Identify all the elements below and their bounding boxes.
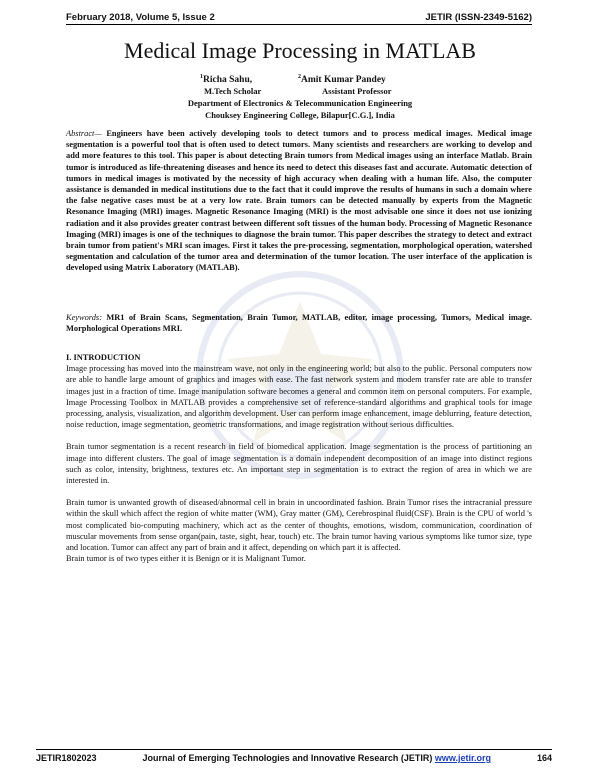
issue-info: February 2018, Volume 5, Issue 2 xyxy=(66,12,215,23)
keywords-label: Keywords: xyxy=(66,313,102,322)
running-header xyxy=(66,12,532,25)
college: Chouksey Engineering College, Bilapur[C.G.], India xyxy=(205,110,395,120)
author-1-name: $^1$Richa Sahu, xyxy=(200,74,253,86)
journal-name: Journal of Emerging Technologies and Innovative Research (JETIR) www.jetir.org xyxy=(142,753,492,763)
author-2-role: Assistant Professor xyxy=(322,86,392,96)
intro-paragraph-2: Brain tumor segmentation is a recent research in field of biomedical application. Image segmentation is the process of partitioning an image into different clusters. The goal of image segmentation is a domain independent decomposition of an image into distinct regions such as color, intensity, brightness, textures etc. An important step in segmentation is to extract the region of area in which we are interested in. xyxy=(66,442,532,486)
paper-id: JETIR1802023 xyxy=(36,753,97,763)
abstract-label: Abstract— xyxy=(66,129,102,138)
intro-paragraph-4: Brain tumor is of two types either it is Benign or it is Malignant Tumor. xyxy=(66,554,306,564)
page-number: 164 xyxy=(536,753,552,763)
keywords-text: MR1 of Brain Scans, Segmentation, Brain Tumor, MATLAB, editor, image processing, Tumors, Medical image. Morphological Operations MRI. xyxy=(66,313,532,334)
author-1-role: M.Tech Scholar xyxy=(204,86,262,96)
abstract xyxy=(66,128,532,274)
intro-paragraph-1: Image processing has moved into the mainstream wave, not only in the engineering world; but also to the public. Personal computers now are able to handle large amount of graphics and images with ease. The fast network system and modem transfer rate are able to transfer images just in a fraction of time. Image manipulation software becomes a general and common item on personal computers. For example, Image Processing Toolbox in MATLAB provides a comprehensive set of reference-standard algorithms and graphical tools for image processing, analysis, visualization, and algorithm development. User can perform image enhancement, image deblurring, feature detection, noise reduction, image segmentation, geometric transformations, and image registration without serious difficulties. xyxy=(66,364,532,430)
keywords xyxy=(66,312,532,334)
paper-title: Medical Image Processing in MATLAB xyxy=(124,38,476,63)
intro-paragraph-3: Brain tumor is unwanted growth of diseased/abnormal cell in brain in uncoordinated fashion. Brain Tumor rises the intracranial pressure within the skull which affect the region of white matter (WM), Gray matter (GM), Cerebrospinal fluid(CSF). Brain is the CPU of world 's most complicated bio-computing machinery, which act as the center of thoughts, emotions, wisdom, communication, coordination of muscular movements from sense organ(pain, taste, sight, hear, touch) etc. The brain tumor having various symptoms like tumor size, type and location. Tumor can affect any part of brain and it affect, depending on which part it is affected. xyxy=(66,498,532,553)
section-heading: I. INTRODUCTION xyxy=(66,353,141,362)
website-link[interactable]: www.jetir.org xyxy=(434,753,492,763)
abstract-text: Engineers have been actively developing tools to detect tumors and to process medical images. Medical image segmentation is a powerful tool that is often used to detect tumors. Many scientists and researchers are working to develop and add more features to this tool. This paper is about detecting Brain tumors from Medical images using an interface Matlab. Brain tumor is introduced as life-threatening diseases and hence its need to detect this diseases fast and accurate. Automatic detection of tumors in medical images is motivated by the necessity of high accuracy when dealing with a human life. Also, the computer assistance is demanded in medical institutions due to the fact that it could improve the results of humans in such a domain where the false negative cases must be at a very low rate. Brain tumors can be detected manually by experts from the Magnetic Resonance Imaging (MRI) images. Magnetic Resonance Imaging (MRI) is the most advisable one since it does not use ionizing radiation and it also provides greater contrast between different soft tissues of the human body. Processing of Magnetic Resonance Imaging (MRI) images is one of the techniques to diagnose the brain tumor. This paper describes the strategy to detect and extract brain tumor from patient's MRI scan images. First it takes the pre-processing, segmentation, morphological operation, watershed segmentation and calculation of the tumor area and determination of the tumor location. The user interface of the application is developed using Matrix Laboratory (MATLAB). xyxy=(66,129,532,273)
introduction-section xyxy=(66,352,532,564)
department: Department of Electronics & Telecommunication Engineering xyxy=(187,98,413,108)
author-2-name: $^2$Amit Kumar Pandey xyxy=(298,74,386,86)
page-footer xyxy=(36,749,552,763)
journal-issn: JETIR (ISSN-2349-5162) xyxy=(425,12,532,23)
